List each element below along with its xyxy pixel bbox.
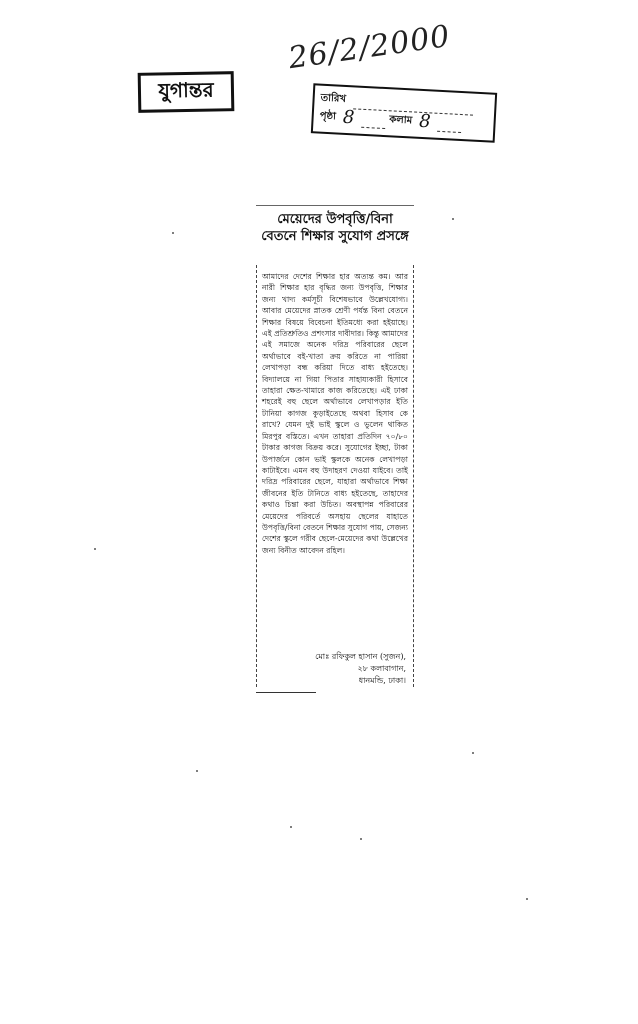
clipping-left-edge xyxy=(256,265,257,687)
stamp-page-label: পৃষ্ঠা xyxy=(319,110,337,123)
newspaper-name: যুগান্তর xyxy=(158,77,214,102)
stamp-date-label: তারিখ xyxy=(320,92,347,105)
scan-speck xyxy=(196,770,198,772)
newspaper-name-stamp xyxy=(138,71,235,113)
scan-speck xyxy=(172,232,174,234)
scan-speck xyxy=(452,218,454,220)
signature-name: মোঃ রফিকুল হাসান (সুজন), xyxy=(315,652,406,661)
stamp-column-blank xyxy=(437,123,461,133)
stamp-page-value: 8 xyxy=(342,106,355,129)
scan-speck xyxy=(472,752,474,754)
signature-address-line1: ২৮ কলাবাগান, xyxy=(357,664,406,673)
clipping-top-edge xyxy=(256,205,414,206)
article-body-paragraph: আমাদের দেশের শিক্ষার হার অত্যন্ত কম। আর নারী শিক্ষার হার বৃদ্ধির জন্য উপবৃত্তি, শিক্ষার জন্য খাদ্য কর্মসূচী বিশেষভাবে উল্লেখযোগ্য। আবার মেয়েদের স্নাতক শ্রেণী পর্যন্ত বিনা বেতনে শিক্ষার বিষয়ে বিবেচনা ইতিমধ্যে করা হইয়াছে। এই প্রতিশ্রুতিও প্রশংসার দাবীদার। কিন্তু আমাদের এই সমাজে অনেক দরিদ্র পরিবারের ছেলে অর্থাভাবে বই-খাতা ক্রয় করিতে না পারিয়া লেখাপড়া বন্ধ করিয়া দিতে বাধ্য হইতেছে। বিদ্যালয়ে না গিয়া পিতার সাহায্যকারী হিসাবে তাহারা ক্ষেত-খামারে কাজ করিতেছে। এই ঢাকা শহরেই বহু ছেলে অর্থাভাবে লেখাপড়ার ইতি টানিয়া কাগজ কুড়াইতেছে অথবা হিসাব কে রাখে? যেমন দুই ভাই স্কুলে ও ভুলেন থাকিত মিরপুর বস্তিতে। এখন তাহারা প্রতিদিন ৭০/৮০ টাকার কাগজ বিক্রয় করে। সুযোগের ইচ্ছা, টাকা উপার্জনে কোন ভাই স্কুলকে অনেক লেখাপড়া কাটাইবে। এমন বহু উদাহরণ দেওয়া যাইবে। তাই দরিদ্র পরিবারের ছেলে, যাহারা অর্থাভাবে শিক্ষা জীবনের ইতি টানিতে বাধ্য হইতেছে, তাহাদের কথাও চিন্তা করা উচিত। অবস্থাপন্ন পরিবারের মেয়েদের পরিবর্তে অসহায় ছেলের যাহাতে উপবৃত্তি/বিনা বেতনে শিক্ষার সুযোগ পায়, সেজন্য দেশের স্কুলে গরীব ছেলে-মেয়েদের কথা উল্লেখের জন্য বিনীত আবেদন রহিল। xyxy=(262,272,408,555)
scan-speck xyxy=(526,898,528,900)
date-page-column-stamp xyxy=(311,83,497,143)
scan-speck xyxy=(94,548,96,550)
clipping-bottom-edge xyxy=(256,692,316,693)
stamp-column-label: কলাম xyxy=(388,114,413,127)
scan-speck xyxy=(290,826,292,828)
scan-speck xyxy=(360,838,362,840)
article-signature xyxy=(315,651,406,687)
article-body xyxy=(262,271,408,556)
clipping-right-edge xyxy=(413,265,414,687)
newspaper-clipping xyxy=(256,205,414,697)
signature-address-line2: ধানমন্ডি, ঢাকা। xyxy=(358,676,406,685)
handwritten-date: 26/2/2000 xyxy=(286,18,453,77)
stamp-column-value: 8 xyxy=(418,110,432,133)
stamp-page-blank xyxy=(361,119,385,129)
article-headline: মেয়েদের উপবৃত্তি/বিনা বেতনে শিক্ষার সুযোগ প্রসঙ্গে xyxy=(261,212,409,244)
